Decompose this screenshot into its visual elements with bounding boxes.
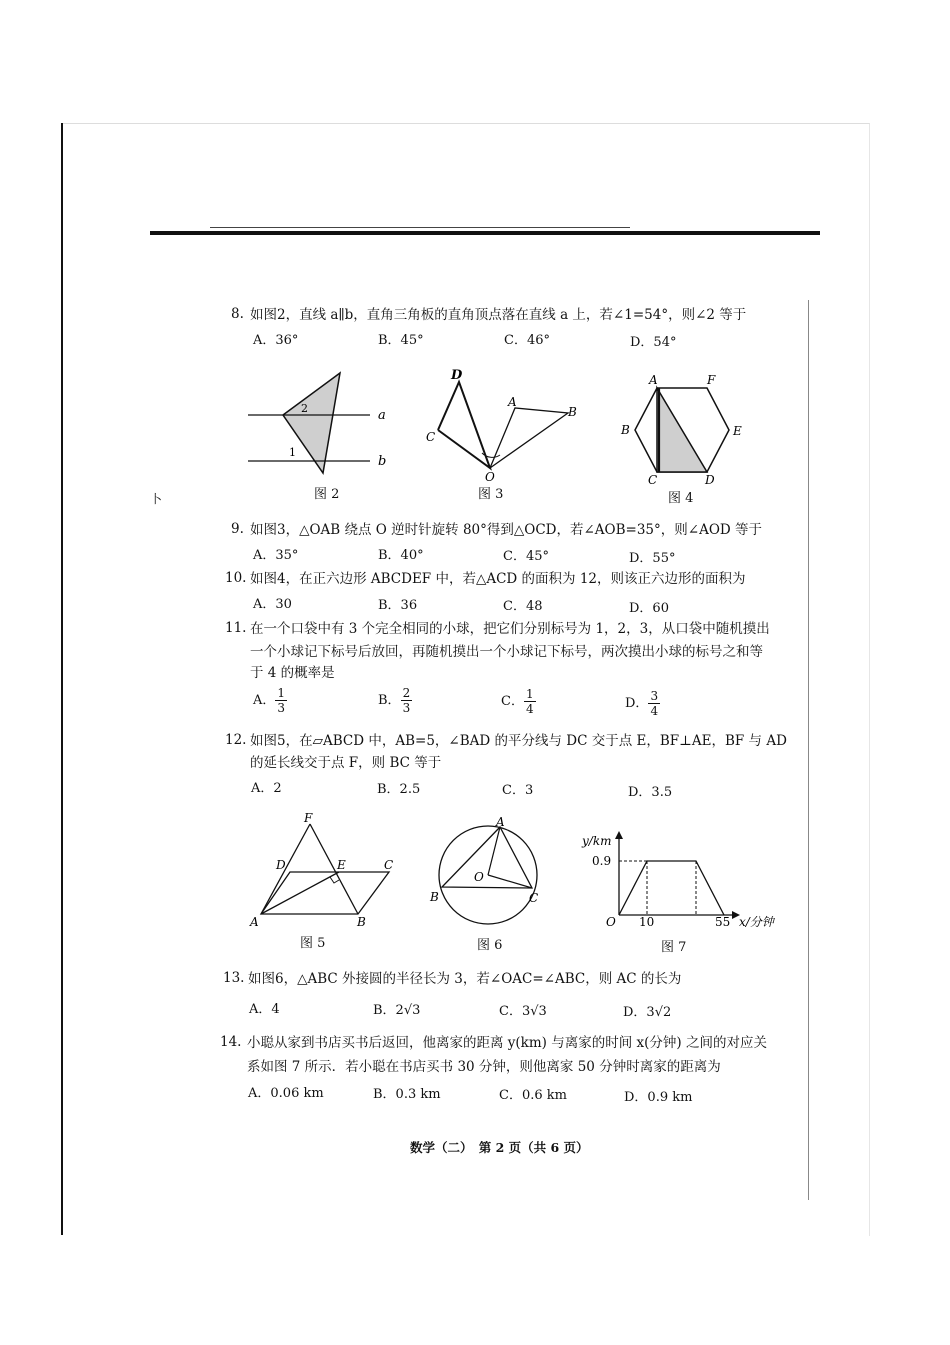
figure-3 [420, 365, 590, 485]
fig6-label-o: O [474, 870, 484, 884]
fig4-label-a: A [649, 373, 658, 387]
margin-mark: 卜 [150, 492, 163, 506]
fig7-tick-55: 55 [715, 915, 731, 929]
fig7-tick-09: 0.9 [592, 854, 612, 868]
fig6-label-a: A [496, 815, 505, 829]
q9-stem: 如图3，△OAB 绕点 O 逆时针旋转 80°得到△OCD，若∠AOB=35°，则∠AOD 等于 [250, 522, 763, 538]
fig5-right-angle-mark [330, 877, 339, 883]
q13-option-a[interactable]: A．4 [249, 1002, 280, 1017]
scan-left-border [61, 123, 63, 1235]
fig2-label-2: 2 [301, 402, 308, 415]
q11-option-b-label: B． [378, 693, 401, 708]
q11-option-d[interactable] [625, 689, 660, 718]
q11-number: 11. [225, 620, 247, 636]
fig7-y-label: y/km [582, 834, 612, 848]
q8-number: 8. [231, 306, 244, 322]
q9-number: 9. [231, 521, 244, 537]
fig6-caption: 图 6 [477, 938, 503, 953]
fig5-label-a: A [250, 915, 259, 929]
q10-option-c[interactable]: C．48 [503, 599, 543, 614]
q10-option-b[interactable]: B．36 [378, 598, 418, 613]
fig7-caption: 图 7 [661, 940, 687, 955]
fig2-label-a: a [378, 408, 386, 423]
scan-right-edge [808, 300, 809, 1200]
q10-number: 10. [225, 570, 247, 586]
fig5-label-f: F [304, 811, 313, 825]
q12-option-c[interactable]: C．3 [502, 783, 534, 798]
fig5-label-e: E [337, 858, 346, 872]
q10-stem: 如图4，在正六边形 ABCDEF 中，若△ACD 的面积为 12，则该正六边形的面积为 [250, 571, 746, 587]
q9-option-a[interactable]: A．35° [253, 548, 299, 563]
q13-option-c[interactable]: C．3√3 [499, 1004, 547, 1019]
fig3-label-a: A [508, 395, 517, 409]
q14-option-d[interactable]: D．0.9 km [624, 1090, 693, 1105]
fig7-x-label: x/分钟 [739, 915, 774, 929]
q11-option-d-label: D． [625, 696, 649, 711]
fig4-label-d: D [705, 473, 715, 487]
q9-option-c[interactable]: C．45° [503, 549, 549, 564]
header-rule [150, 231, 820, 235]
q12-option-a[interactable]: A．2 [251, 781, 282, 796]
fig5-label-d: D [276, 858, 286, 872]
q10-option-a[interactable]: A．30 [253, 597, 292, 612]
q12-number: 12. [225, 732, 247, 748]
q11-option-a-label: A． [253, 693, 276, 708]
q8-option-a[interactable]: A．36° [253, 333, 299, 348]
q13-number: 13. [223, 970, 245, 986]
q11-option-a[interactable] [253, 686, 287, 715]
q14-option-c[interactable]: C．0.6 km [499, 1088, 567, 1103]
q13-option-d[interactable]: D．3√2 [623, 1005, 672, 1020]
q11-option-c-label: C． [501, 694, 524, 709]
q11-option-b-fraction [401, 686, 413, 715]
denominator: 4 [650, 704, 659, 718]
q11-option-a-fraction [275, 686, 287, 715]
fig4-label-f: F [707, 373, 716, 387]
figure-5 [244, 810, 419, 930]
q13-stem: 如图6，△ABC 外接圆的半径长为 3，若∠OAC=∠ABC，则 AC 的长为 [248, 971, 682, 987]
fig4-label-e: E [733, 424, 742, 438]
fig7-tick-10: 10 [639, 915, 655, 929]
numerator: 1 [525, 687, 534, 701]
fig5-label-c: C [384, 858, 394, 872]
denominator: 3 [277, 701, 286, 715]
q10-option-d[interactable]: D．60 [629, 601, 669, 616]
q11-option-c-fraction [524, 687, 536, 716]
q9-option-b[interactable]: B．40° [378, 548, 424, 563]
page-footer: 数学（二） 第 2 页（共 6 页） [410, 1140, 589, 1155]
fig3-label-o: O [485, 470, 495, 484]
q9-option-d[interactable]: D．55° [629, 551, 676, 566]
fig3-label-d: D [451, 368, 463, 383]
fig2-label-1: 1 [289, 446, 296, 459]
fig6-label-c: C [529, 891, 539, 905]
fig4-label-b: B [621, 423, 630, 437]
figure-2 [245, 365, 395, 490]
q14-stem-line1: 小聪从家到书店买书后返回，他离家的距离 y(km) 与离家的时间 x(分钟) 之间的对应关 [247, 1035, 767, 1051]
fig3-triangle-oab [490, 408, 568, 468]
q11-option-c[interactable] [501, 687, 536, 716]
denominator: 3 [402, 701, 411, 715]
q11-stem-line3: 于 4 的概率是 [250, 665, 335, 681]
numerator: 2 [402, 686, 411, 700]
fig7-origin: O [606, 915, 616, 929]
fig3-caption: 图 3 [478, 487, 504, 502]
fig4-label-c: C [648, 473, 658, 487]
q14-number: 14. [220, 1034, 242, 1050]
fig4-caption: 图 4 [668, 491, 694, 506]
fig5-label-b: B [357, 915, 366, 929]
fig5-caption: 图 5 [300, 936, 326, 951]
figure-6 [428, 815, 553, 930]
q14-option-b[interactable]: B．0.3 km [373, 1087, 441, 1102]
fig7-y-arrow [615, 831, 623, 839]
q8-stem: 如图2，直线 a∥b，直角三角板的直角顶点落在直线 a 上，若∠1=54°，则∠2 等于 [250, 307, 747, 323]
q12-stem-line2: 的延长线交于点 F，则 BC 等于 [250, 755, 442, 771]
q8-option-c[interactable]: C．46° [504, 333, 550, 348]
q13-option-b[interactable]: B．2√3 [373, 1003, 421, 1018]
figure-4 [615, 370, 750, 490]
header-rule-thin [210, 227, 630, 228]
fig2-label-b: b [378, 454, 387, 469]
denominator: 4 [525, 702, 534, 716]
q11-option-b[interactable] [378, 686, 412, 715]
q11-stem-line1: 在一个口袋中有 3 个完全相同的小球，把它们分别标号为 1，2，3，从口袋中随机摸出 [250, 621, 770, 637]
fig6-radius-oc [488, 875, 532, 888]
q8-option-d[interactable]: D．54° [630, 335, 677, 350]
q8-option-b[interactable]: B．45° [378, 333, 424, 348]
q12-stem-line1: 如图5，在▱ABCD 中，AB=5，∠BAD 的平分线与 DC 交于点 E，BF⊥AE，BF 与 AD [250, 733, 787, 749]
fig4-triangle-acd [657, 388, 707, 472]
q12-option-d[interactable]: D．3.5 [628, 785, 673, 800]
q14-option-a[interactable]: A．0.06 km [248, 1086, 324, 1101]
q12-option-b[interactable]: B．2.5 [377, 782, 421, 797]
numerator: 1 [277, 686, 286, 700]
fig3-label-c: C [426, 430, 436, 444]
q11-option-d-fraction [648, 689, 660, 718]
fig3-triangle-ocd [438, 382, 490, 468]
q14-stem-line2: 系如图 7 所示．若小聪在书店买书 30 分钟，则他离家 50 分钟时离家的距离为 [247, 1059, 721, 1075]
fig5-line-fb [310, 824, 358, 914]
fig3-label-b: B [568, 405, 577, 419]
q11-stem-line2: 一个小球记下标号后放回，再随机摸出一个小球记下标号，两次摸出小球的标号之和等 [250, 644, 763, 660]
numerator: 3 [650, 689, 659, 703]
fig6-label-b: B [430, 890, 439, 904]
fig2-caption: 图 2 [314, 487, 340, 502]
fig7-distance-graph [619, 861, 724, 915]
figure-7 [572, 825, 792, 935]
fig6-radius-oa [488, 827, 500, 875]
